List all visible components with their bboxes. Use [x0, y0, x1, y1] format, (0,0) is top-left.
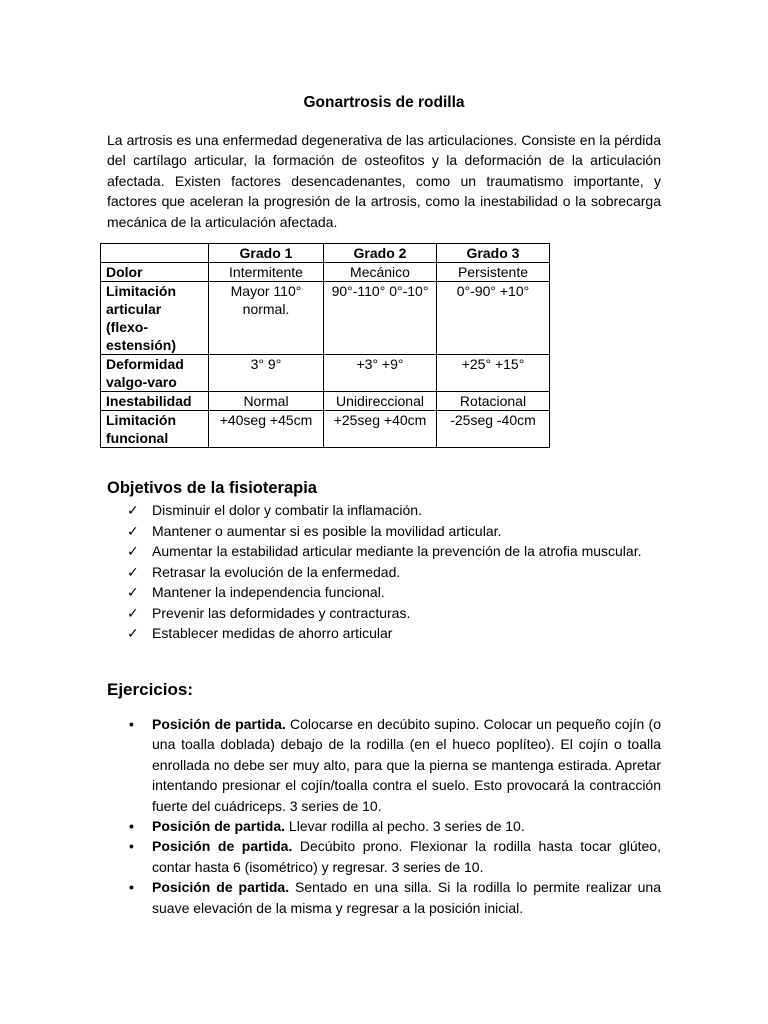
table-cell: 90°-110° 0°-10° [324, 282, 437, 355]
table-cell: 0°-90° +10° [437, 282, 550, 355]
table-cell: Intermitente [209, 263, 324, 282]
table-cell: Persistente [437, 263, 550, 282]
bullet-icon: • [129, 716, 134, 732]
checkmark-icon: ✓ [127, 604, 139, 621]
bullet-icon: • [129, 838, 134, 855]
list-item-text: Disminuir el dolor y combatir la inflamación. [152, 502, 422, 518]
intro-paragraph: La artrosis es una enfermedad degenerativa de las articulaciones. Consiste en la pérdida del cartílago articular, la formación de osteofitos y la deformación de la articulación afectada. Existen factores desencadenantes, como un traumatismo importante, y factores que aceleran la progresión de la artrosis, como la inestabilidad o la sobrecarga mecánica de la articulación afectada. [107, 132, 661, 230]
list-item [127, 603, 661, 624]
grades-table [100, 243, 550, 448]
table-row [101, 282, 550, 355]
table-row [101, 392, 550, 411]
checkmark-icon: ✓ [127, 563, 139, 580]
table-cell: Mayor 110° normal. [209, 282, 324, 355]
list-item-text: Retrasar la evolución de la enfermedad. [152, 563, 401, 580]
table-row [101, 411, 550, 448]
list-item [127, 623, 661, 644]
table-row [101, 355, 550, 392]
table-cell: Unidireccional [324, 392, 437, 411]
objetivos-list [127, 500, 661, 644]
exercise-lead: Posición de partida. [152, 879, 290, 896]
table-cell: Mecánico [324, 263, 437, 282]
exercise-text: Decúbito prono. Flexionar la rodilla hasta tocar glúteo, contar hasta 6 (isométrico) y regresar. 3 series de 10. [152, 838, 661, 875]
bullet-icon: • [129, 818, 134, 835]
table-header-row [101, 244, 550, 263]
table-row-label: Limitación funcional [101, 411, 209, 448]
list-item-text: Mantener o aumentar si es posible la movilidad articular. [152, 522, 502, 539]
ejercicios-heading: Ejercicios: [107, 680, 193, 699]
exercise-lead: Posición de partida. [152, 838, 293, 855]
table-header-grado-1: Grado 1 [209, 244, 324, 263]
table-header-grado-2: Grado 2 [324, 244, 437, 263]
checkmark-icon: ✓ [127, 543, 139, 559]
table-row-label: Dolor [101, 263, 209, 282]
exercise-text: Llevar rodilla al pecho. 3 series de 10. [285, 818, 525, 835]
checkmark-icon: ✓ [127, 502, 139, 518]
table-row-label: Limitación articular (flexo-estensión) [101, 282, 209, 355]
table-row-label: Deformidad valgo-varo [101, 355, 209, 392]
list-item-text: Mantener la independencia funcional. [152, 584, 385, 600]
exercise-lead: Posición de partida. [152, 818, 286, 835]
bullet-icon: • [129, 879, 134, 896]
table-cell: -25seg -40cm [437, 411, 550, 448]
list-item [127, 541, 661, 562]
list-item [127, 714, 661, 816]
exercise-text: Colocarse en decúbito supino. Colocar un pequeño cojín (o una toalla doblada) debajo de la rodilla (en el hueco poplíteo). El cojín o toalla enrollada no debe ser muy alto, para que la pierna se mantenga estirada. Apretar intentando presionar el cojín/toalla contra el suelo. Esto provocará la contracción fuerte del cuádriceps. 3 series de 10. [152, 716, 661, 814]
document-page [106, 93, 662, 916]
table-cell: Rotacional [437, 392, 550, 411]
list-item-text: Aumentar la estabilidad articular mediante la prevención de la atrofia muscular. [152, 543, 642, 559]
page-title: Gonartrosis de rodilla [303, 94, 465, 111]
table-cell: +40seg +45cm [209, 411, 324, 448]
exercise-text: Sentado en una silla. Si la rodilla lo permite realizar una suave elevación de la misma y regresar a la posición inicial. [152, 879, 662, 916]
checkmark-icon: ✓ [127, 625, 139, 641]
table-cell: +3° +9° [324, 355, 437, 392]
list-item [127, 521, 661, 542]
checkmark-icon: ✓ [127, 522, 139, 539]
table-header-grado-3: Grado 3 [437, 244, 550, 263]
objetivos-heading: Objetivos de la fisioterapia [107, 479, 317, 497]
table-cell: 3° 9° [209, 355, 324, 392]
checkmark-icon: ✓ [127, 584, 139, 600]
table-cell: +25seg +40cm [324, 411, 437, 448]
list-item [127, 816, 661, 836]
table-row-label: Inestabilidad [101, 392, 209, 411]
exercise-lead: Posición de partida. [152, 716, 286, 732]
table-header-empty [101, 244, 209, 263]
ejercicios-list [127, 714, 661, 918]
list-item [127, 500, 661, 521]
list-item [127, 562, 661, 583]
list-item-text: Establecer medidas de ahorro articular [152, 625, 393, 641]
list-item [127, 582, 661, 603]
list-item [127, 836, 661, 877]
table-cell: +25° +15° [437, 355, 550, 392]
table-cell: Normal [209, 392, 324, 411]
list-item [127, 877, 661, 918]
list-item-text: Prevenir las deformidades y contracturas. [152, 604, 411, 621]
table-row [101, 263, 550, 282]
